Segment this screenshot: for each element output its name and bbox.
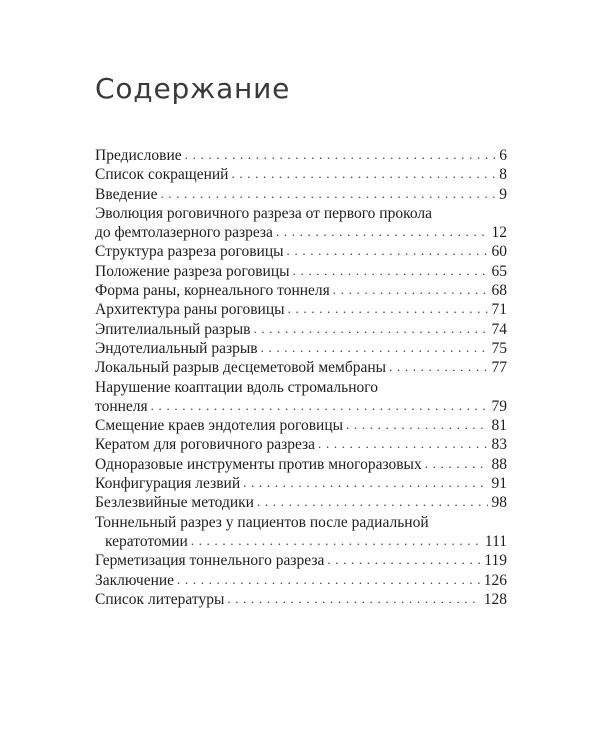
toc-entry-title: Положение разреза роговицы	[95, 262, 290, 280]
dot-leader	[425, 454, 488, 473]
dot-leader	[185, 145, 496, 164]
toc-entry-title: Список сокращений	[95, 166, 229, 184]
toc-page-number: 91	[491, 475, 507, 493]
toc-entry	[95, 146, 507, 165]
toc-entry	[95, 300, 507, 319]
toc-entry-title: Архитектура раны роговицы	[95, 301, 285, 319]
toc-page-number: 74	[491, 320, 507, 338]
dot-leader	[177, 570, 480, 589]
toc-entry	[95, 493, 507, 512]
toc-entry-title: Безлезвийные методики	[95, 494, 254, 512]
toc-entry-title-continued: до фемтолазерного разреза	[95, 224, 273, 242]
toc-page-number: 81	[491, 417, 507, 435]
toc-entry	[95, 435, 507, 454]
toc-page-number: 128	[483, 590, 507, 608]
toc-entry-title: Герметизация тоннельного разреза	[95, 552, 325, 570]
toc-entry	[95, 339, 507, 358]
toc-page-number: 8	[499, 166, 507, 184]
toc-page-number: 111	[484, 532, 507, 550]
dot-leader	[257, 492, 488, 511]
toc-entry	[95, 165, 507, 184]
toc-entry	[95, 262, 507, 281]
dot-leader	[231, 164, 495, 183]
toc-page-number: 126	[483, 571, 507, 589]
toc-entry-title: Заключение	[95, 571, 175, 589]
toc-page-number: 6	[499, 147, 507, 164]
toc-entry	[95, 378, 507, 417]
toc-entry-title-continued: кератотомии	[105, 532, 188, 550]
toc-page-number: 60	[491, 243, 507, 261]
toc-entry	[95, 551, 507, 570]
dot-leader	[293, 261, 488, 280]
toc-page-number: 71	[491, 301, 507, 319]
toc-page-number: 12	[491, 224, 507, 242]
dot-leader	[191, 531, 481, 550]
toc-entry	[95, 571, 507, 590]
dot-leader	[160, 184, 495, 203]
dot-leader	[243, 473, 487, 492]
toc-entry-title-continued: тоннеля	[95, 397, 148, 415]
toc-entry-title: Тоннельный разрез у пациентов после радиальной	[95, 513, 429, 531]
toc-entry-title: Смещение краев эндотелия роговицы	[95, 417, 344, 435]
toc-page-number: 98	[491, 494, 507, 512]
toc-entry-title: Эволюция роговичного разреза от первого прокола	[95, 204, 432, 222]
toc-entry-title: Нарушение коаптации вдоль стромального	[95, 378, 378, 396]
dot-leader	[333, 280, 488, 299]
dot-leader	[261, 338, 488, 357]
toc-entry-title: Локальный разрыв десцеметовой мембраны	[95, 359, 387, 377]
toc-page-number: 65	[491, 262, 507, 280]
toc-entry-title: Структура разреза роговицы	[95, 243, 284, 261]
toc-page-number: 83	[491, 436, 507, 454]
toc-entry-title: Одноразовые инструменты против многоразовых	[95, 455, 422, 473]
toc-entry-title: Эндотелиальный разрыв	[95, 339, 258, 357]
toc-entry	[95, 242, 507, 261]
dot-leader	[346, 415, 487, 434]
toc-entry	[95, 474, 507, 493]
toc-entry	[95, 185, 507, 204]
dot-leader	[276, 222, 488, 241]
toc-page-number: 119	[484, 552, 507, 570]
dot-leader	[327, 550, 480, 569]
toc-page-number: 79	[491, 397, 507, 415]
toc-page-number: 77	[491, 359, 507, 377]
toc-entry-title: Список литературы	[95, 590, 225, 608]
dot-leader	[253, 319, 487, 338]
toc-entry-title: Эпителиальный разрыв	[95, 320, 251, 338]
toc-entry	[95, 455, 507, 474]
dot-leader	[227, 589, 479, 608]
toc-entry-title: Предисловие	[95, 147, 182, 164]
dot-leader	[389, 357, 487, 376]
toc-entry	[95, 358, 507, 377]
toc-entry	[95, 590, 507, 609]
toc-entry	[95, 513, 507, 552]
table-of-contents	[95, 146, 507, 609]
toc-entry	[95, 204, 507, 243]
dot-leader	[151, 396, 488, 415]
toc-page-number: 75	[491, 339, 507, 357]
toc-entry	[95, 281, 507, 300]
toc-page-number: 9	[499, 185, 507, 203]
toc-entry	[95, 320, 507, 339]
toc-entry-title: Форма раны, корнеального тоннеля	[95, 282, 330, 300]
dot-leader	[287, 241, 488, 260]
toc-page-number: 68	[491, 282, 507, 300]
toc-entry-title: Введение	[95, 185, 158, 203]
dot-leader	[318, 434, 487, 453]
toc-entry-title: Конфигурация лезвий	[95, 475, 241, 493]
page-title: Содержание	[95, 72, 291, 105]
dot-leader	[288, 299, 488, 318]
toc-page-number: 88	[491, 455, 507, 473]
toc-entry	[95, 416, 507, 435]
toc-entry-title: Кератом для роговичного разреза	[95, 436, 316, 454]
